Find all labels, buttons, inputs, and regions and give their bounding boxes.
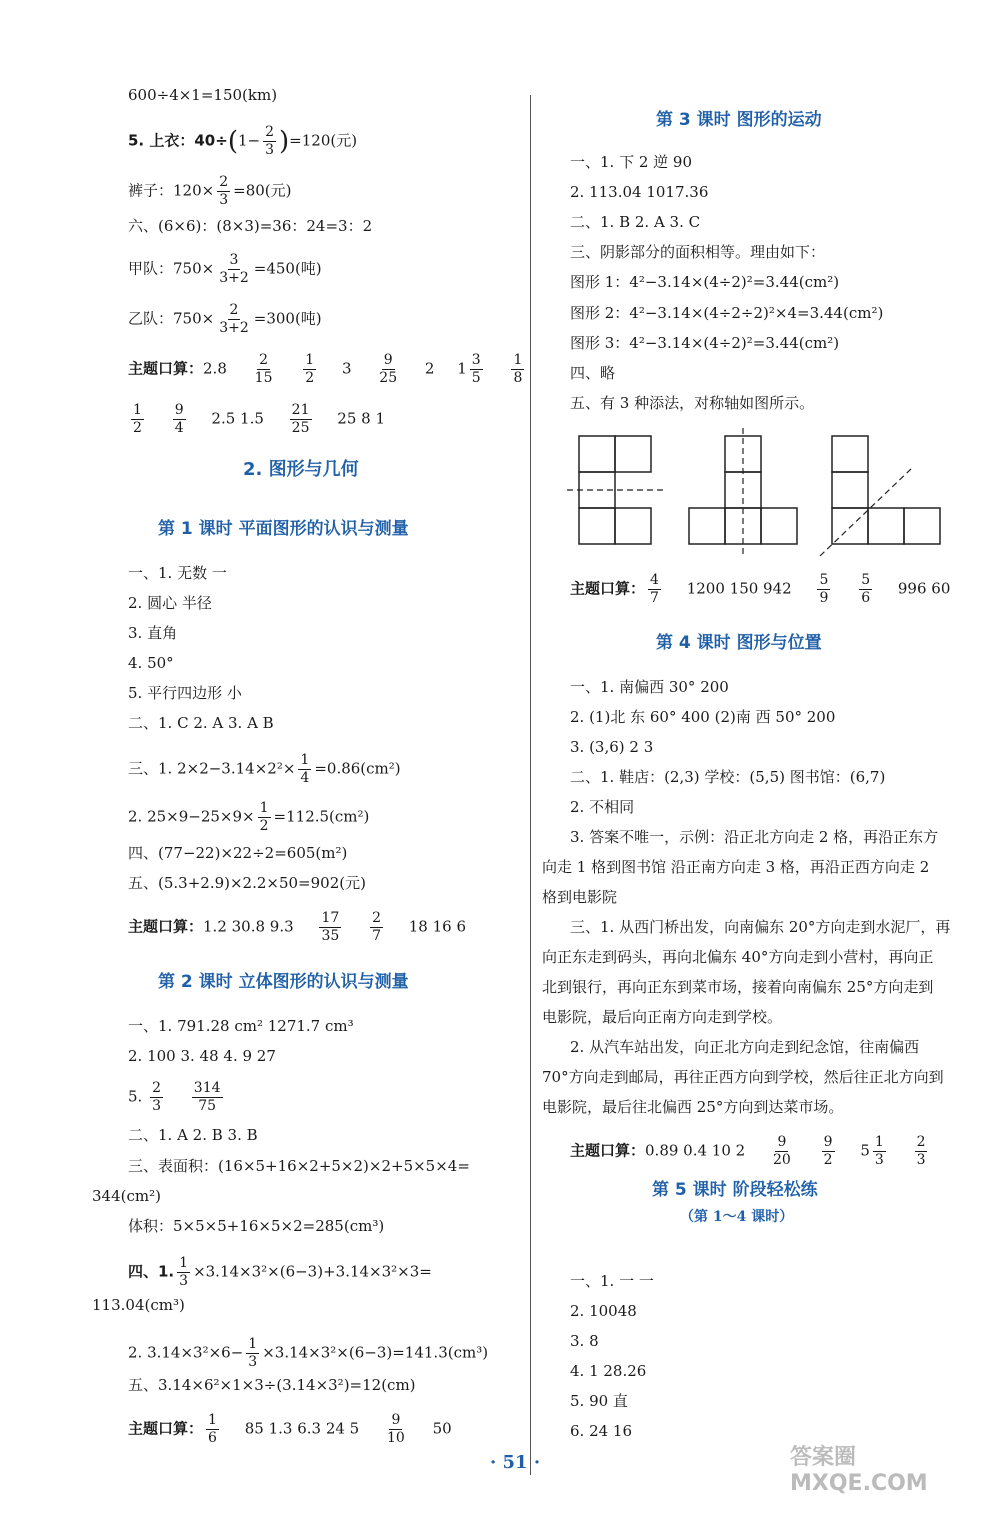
fraction: $\frac{17}{35}$ xyxy=(321,910,340,944)
fraction: $\frac{2}{3}$ xyxy=(219,174,229,208)
answer-line: 四、1. $\frac{1}{3}$ ×3.14×3²×(6−3)+3.14×3²×3= xyxy=(128,1255,432,1289)
answer-line: 图形 1：4²−3.14×(4÷2)²=3.44(cm²) xyxy=(570,273,840,291)
answer-line: 三、阴影部分的面积相等。理由如下： xyxy=(570,243,826,261)
answer-line: 一、1. 下 2 逆 90 xyxy=(570,153,693,171)
answer-line: 五、3.14×6²×1×3÷(3.14×3²)=12(cm) xyxy=(128,1376,416,1394)
fraction: $\frac{2}{7}$ xyxy=(372,910,381,944)
answer-line: 70°方向走到邮局，再往正西方向到学校，然后往正北方向到 xyxy=(542,1068,944,1086)
answer-line: 四、(77−22)×22÷2=605(m²) xyxy=(128,844,348,862)
answer-line: 二、1. B 2. A 3. C xyxy=(570,213,701,231)
answer-line: 2. 113.04 1017.36 xyxy=(570,183,709,201)
fraction: $\frac{2}{3}$ xyxy=(916,1134,926,1168)
answer-line: 三、表面积：(16×5+16×2+5×2)×2+5×5×4= xyxy=(128,1157,470,1175)
answer-line: 3. 直角 xyxy=(128,624,178,642)
fraction: $\frac{9}{4}$ xyxy=(174,402,184,436)
lesson-subheading: （第 1～4 课时） xyxy=(680,1209,794,1225)
answer-line: 图形 2：4²−3.14×(4÷2÷2)²×4=3.44(cm²) xyxy=(570,304,884,322)
fraction: $\frac{4}{7}$ xyxy=(650,572,659,606)
mental-math-line: 主题口算：2.8 $\frac{2}{15}$ $\frac{1}{2}$ 3 $\frac{9}{25}$ 2 1 $\frac{3}{5}$ $\frac{1}{8}$ xyxy=(128,352,523,386)
answer-line: 2. 从汽车站出发，向正北方向走到纪念馆，往南偏西 xyxy=(570,1038,920,1056)
answer-line: 四、略 xyxy=(570,364,616,382)
answer-line: 600÷4×1=150(km) xyxy=(128,86,278,104)
answer-line: 乙队：750× $\frac{2}{3+2}$ =300(吨) xyxy=(128,302,322,336)
watermark: 答案圈 MXQE.COM xyxy=(790,1445,928,1496)
fraction: $\frac{3}{5}$ xyxy=(471,352,481,386)
fraction: $\frac{9}{10}$ xyxy=(387,1412,405,1446)
answer-line: 裤子：120× $\frac{2}{3}$ =80(元) xyxy=(128,174,292,208)
answer-line: 113.04(cm³) xyxy=(92,1296,185,1314)
answer-line: 二、1. 鞋店：(2,3) 学校：(5,5) 图书馆：(6,7) xyxy=(570,768,886,786)
fraction: $\frac{9}{2}$ xyxy=(823,1134,833,1168)
answer-line: 六、(6×6)：(8×3)=36：24=3：2 xyxy=(128,217,373,235)
answer-line: 4. 50° xyxy=(128,654,174,672)
answer-line: 电影院，最后往北偏西 25°方向到达菜市场。 xyxy=(542,1098,844,1116)
answer-line: 一、1. 南偏西 30° 200 xyxy=(570,678,729,696)
answer-line: 体积：5×5×5+16×5×2=285(cm³) xyxy=(128,1217,385,1235)
answer-line: 甲队：750× $\frac{3}{3+2}$ =450(吨) xyxy=(128,252,322,286)
mental-math-line: 主题口算：0.89 0.4 10 2 $\frac{9}{20}$ $\frac{9}{2}$ 5 $\frac{1}{3}$ $\frac{2}{3}$ xyxy=(570,1134,926,1168)
answer-line: 2. (1)北 东 60° 400 (2)南 西 50° 200 xyxy=(570,708,836,726)
column-divider xyxy=(530,95,531,1475)
answer-line: 一、1. 一 一 xyxy=(570,1272,654,1290)
symmetry-figures xyxy=(562,428,952,558)
answer-line: 2. 圆心 半径 xyxy=(128,594,212,612)
fraction: $\frac{1}{6}$ xyxy=(208,1412,217,1446)
answer-line: 五、(5.3+2.9)×2.2×50=902(元) xyxy=(128,874,366,892)
mental-math-line: 主题口算： $\frac{4}{7}$ 1200 150 942 $\frac{5}{9}$ $\frac{5}{6}$ 996 60 xyxy=(570,572,951,606)
mental-math-line: $\frac{1}{2}$ $\frac{9}{4}$ 2.5 1.5 $\frac{21}{25}$ 25 8 1 xyxy=(133,402,385,436)
mental-math-line: 主题口算： $\frac{1}{6}$ 85 1.3 6.3 24 5 $\frac{9}{10}$ 50 xyxy=(128,1412,452,1446)
answer-line: 2. 3.14×3²×6− $\frac{1}{3}$ ×3.14×3²×(6−3)=141.3(cm³) xyxy=(128,1336,489,1370)
answer-line: 三、1. 从西门桥出发，向南偏东 20°方向走到水泥厂，再 xyxy=(570,918,951,936)
fraction: $\frac{1}{2}$ xyxy=(305,352,315,386)
fraction: $\frac{5}{9}$ xyxy=(819,572,829,606)
answer-line: 6. 24 16 xyxy=(570,1422,633,1440)
answer-line: 2. 不相同 xyxy=(570,798,635,816)
lesson-heading: 第 4 课时 图形与位置 xyxy=(656,633,822,653)
answer-line: 向正东走到码头，再向北偏东 40°方向走到小营村，再向正 xyxy=(542,948,934,966)
fraction: $\frac{9}{25}$ xyxy=(379,352,398,386)
fraction: $\frac{1}{2}$ xyxy=(259,800,269,834)
fraction: $\frac{5}{6}$ xyxy=(861,572,871,606)
answer-line: 向走 1 格到图书馆 沿正南方向走 3 格，再沿正西方向走 2 xyxy=(542,858,930,876)
lesson-heading: 第 3 课时 图形的运动 xyxy=(656,110,822,130)
answer-line: 三、1. 2×2−3.14×2²× $\frac{1}{4}$ =0.86(cm²) xyxy=(128,752,401,786)
fraction: $\frac{1}{3}$ xyxy=(179,1255,189,1289)
answer-line: 图形 3：4²−3.14×(4÷2)²=3.44(cm²) xyxy=(570,334,840,352)
fraction: $\frac{9}{20}$ xyxy=(773,1134,791,1168)
page-number: · 51 · xyxy=(490,1452,541,1473)
answer-line: 3. 答案不唯一，示例：沿正北方向走 2 格，再沿正东方 xyxy=(570,828,939,846)
answer-line: 3. (3,6) 2 3 xyxy=(570,738,654,756)
answer-line: 2. 25×9−25×9× $\frac{1}{2}$ =112.5(cm²) xyxy=(128,800,370,834)
answer-line: 电影院，最后向正南方向走到学校。 xyxy=(542,1008,783,1026)
answer-line: 5. 上衣：40÷(1− $\frac{2}{3}$ )=120(元) xyxy=(128,124,358,158)
answer-line: 5. 平行四边形 小 xyxy=(128,684,242,702)
fraction: $\frac{314}{75}$ xyxy=(193,1080,221,1114)
answer-line: 北到银行，再向正东到菜市场，接着向南偏东 25°方向走到 xyxy=(542,978,934,996)
fraction: $\frac{1}{3}$ xyxy=(874,1134,884,1168)
fraction: $\frac{3}{3+2}$ xyxy=(219,252,249,286)
fraction: $\frac{1}{3}$ xyxy=(248,1336,258,1370)
fraction: $\frac{2}{3}$ xyxy=(152,1080,162,1114)
answer-line: 二、1. C 2. A 3. A B xyxy=(128,714,274,732)
lesson-heading: 第 2 课时 立体图形的认识与测量 xyxy=(158,972,409,992)
answer-line: 格到电影院 xyxy=(542,888,618,906)
answer-line: 五、有 3 种添法，对称轴如图所示。 xyxy=(570,394,815,412)
answer-line: 344(cm²) xyxy=(92,1187,161,1205)
fraction: $\frac{2}{15}$ xyxy=(254,352,273,386)
answer-line: 5. 90 直 xyxy=(570,1392,628,1410)
answer-line: 一、1. 无数 一 xyxy=(128,564,227,582)
fraction: $\frac{1}{2}$ xyxy=(133,402,142,436)
mental-math-line: 主题口算：1.2 30.8 9.3 $\frac{17}{35}$ $\frac{2}{7}$ 18 16 6 xyxy=(128,910,467,944)
answer-line: 3. 8 xyxy=(570,1332,599,1350)
answer-line: 2. 100 3. 48 4. 9 27 xyxy=(128,1047,276,1065)
fraction: $\frac{1}{4}$ xyxy=(300,752,310,786)
fraction: $\frac{2}{3+2}$ xyxy=(219,302,249,336)
fraction: $\frac{1}{8}$ xyxy=(513,352,523,386)
section-heading: 2. 图形与几何 xyxy=(243,459,359,480)
answer-line: 一、1. 791.28 cm² 1271.7 cm³ xyxy=(128,1017,354,1035)
answer-line: 4. 1 28.26 xyxy=(570,1362,647,1380)
lesson-heading: 第 5 课时 阶段轻松练 xyxy=(652,1180,818,1200)
lesson-heading: 第 1 课时 平面图形的认识与测量 xyxy=(158,519,409,539)
answer-line: 2. 10048 xyxy=(570,1302,637,1320)
fraction: $\frac{21}{25}$ xyxy=(291,402,310,436)
answer-line: 5. $\frac{2}{3}$ $\frac{314}{75}$ xyxy=(128,1080,221,1114)
fraction: $\frac{2}{3}$ xyxy=(265,124,275,158)
answer-line: 二、1. A 2. B 3. B xyxy=(128,1126,258,1144)
